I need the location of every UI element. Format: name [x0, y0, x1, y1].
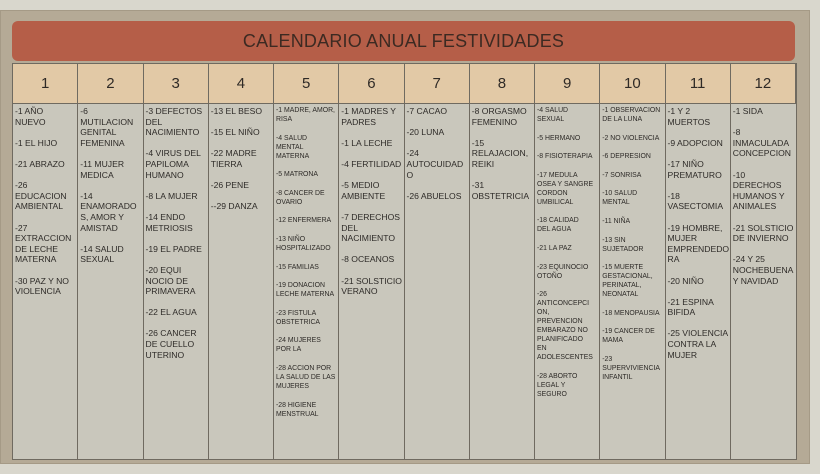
- month-column-7: [405, 104, 470, 459]
- festivity-item: -21 LA PAZ: [537, 244, 572, 252]
- festivity-item: -1 SIDA: [732, 106, 763, 116]
- festivity-item: -1 OBSERVACION DE LA LUNA: [602, 107, 661, 123]
- calendar-frame: [0, 10, 810, 464]
- festivity-item: -15 EL NIÑO: [210, 127, 260, 138]
- festivity-item: -1 LA LECHE: [341, 137, 393, 148]
- festivity-item: -26 PENE: [210, 180, 249, 191]
- month-column-1: [13, 104, 78, 459]
- festivity-item: -8 INMACULADA CONCEPCION: [732, 127, 792, 159]
- festivity-item: -24 Y 25 NOCHEBUENA Y NAVIDAD: [732, 254, 794, 286]
- festivity-item: -9 ADOPCION: [667, 137, 723, 148]
- month-column-2: [78, 104, 143, 459]
- festivity-item: -19 DONACION LECHE MATERNA: [276, 282, 335, 299]
- month-header-3: 3: [144, 64, 209, 104]
- festivity-item: -14 SALUD SEXUAL: [80, 243, 124, 265]
- festivity-item: -19 EL PADRE: [145, 243, 202, 254]
- festivity-item: -26 EDUCACION AMBIENTAL: [15, 180, 67, 212]
- festivity-item: -13 NIÑO HOSPITALIZADO: [276, 235, 331, 252]
- festivity-item: -26 CANCER DE CUELLO UTERINO: [145, 328, 197, 360]
- festivity-item: -21 SOLSTICIO DE INVIERNO: [732, 222, 794, 244]
- festivity-item: -18 MENOPAUSIA: [602, 309, 660, 317]
- festivity-item: -1 EL HIJO: [15, 137, 58, 148]
- festivity-item: -23 SUPERVIVIENCIA INFANTIL: [602, 355, 660, 381]
- month-header-5: 5: [274, 64, 339, 104]
- festivity-item: -4 VIRUS DEL PAPILOMA HUMANO: [145, 148, 201, 180]
- festivity-item: -14 ENAMORADO S, AMOR Y AMISTAD: [80, 190, 137, 233]
- festivity-item: -15 RELAJACION, REIKI: [471, 137, 529, 169]
- festivity-item: -7 CACAO: [406, 106, 448, 116]
- festivity-item: -30 PAZ Y NO VIOLENCIA: [15, 275, 69, 297]
- festivity-item: -13 SIN SUJETADOR: [602, 236, 644, 253]
- month-header-7: 7: [405, 64, 470, 104]
- festivity-item: -7 DERECHOS DEL NACIMIENTO: [341, 211, 400, 244]
- month-header-9: 9: [535, 64, 600, 104]
- festivity-item: -28 ABORTO LEGAL Y SEGURO: [537, 372, 578, 398]
- festivity-item: -1 Y 2 MUERTOS: [667, 106, 711, 127]
- festivity-item: -19 CANCER DE MAMA: [602, 328, 655, 345]
- festivity-item: -28 HIGIENE MENSTRUAL: [276, 401, 319, 418]
- festivity-item: -4 SALUD SEXUAL: [537, 107, 569, 123]
- festivity-item: -5 MEDIO AMBIENTE: [341, 180, 386, 201]
- festivity-item: -1 AÑO NUEVO: [15, 106, 46, 127]
- month-column-6: [339, 104, 404, 459]
- festivity-item: -4 SALUD MENTAL MATERNA: [276, 134, 310, 160]
- festivity-item: -26 ABUELOS: [406, 190, 462, 201]
- festivity-item: -21 ESPINA BIFIDA: [667, 296, 714, 318]
- festivity-item: -27 EXTRACCION DE LECHE MATERNA: [15, 222, 72, 265]
- month-header-11: 11: [666, 64, 731, 104]
- festivity-item: -5 MATRONA: [276, 171, 318, 179]
- festivity-item: -4 FERTILIDAD: [341, 158, 402, 169]
- festivity-item: -15 MUERTE GESTACIONAL, PERINATAL, NEONATAL: [602, 264, 653, 299]
- festivity-item: -3 DEFECTOS DEL NACIMIENTO: [145, 106, 203, 138]
- month-column-3: [144, 104, 209, 459]
- calendar-title: CALENDARIO ANUAL FESTIVIDADES: [12, 21, 795, 61]
- festivity-item: -20 LUNA: [406, 127, 445, 138]
- festivity-item: -21 ABRAZO: [15, 158, 65, 169]
- festivity-item: -26 ANTICONCEPCI ON, PREVENCION EMBARAZO NO PLANIFICADO EN ADOLESCENTES: [537, 291, 593, 362]
- month-header-1: 1: [13, 64, 78, 104]
- month-header-6: 6: [339, 64, 404, 104]
- month-header-2: 2: [78, 64, 143, 104]
- festivity-item: -23 EQUINOCIO OTOÑO: [537, 263, 589, 280]
- festivity-item: -19 HOMBRE, MUJER EMPRENDEDO RA: [667, 222, 730, 265]
- month-column-5: [274, 104, 339, 459]
- festivity-item: -24 AUTOCUIDAD O: [406, 148, 464, 180]
- month-header-8: 8: [470, 64, 535, 104]
- festivity-item: -22 MADRE TIERRA: [210, 148, 257, 169]
- festivity-item: -15 FAMILIAS: [276, 263, 319, 271]
- festivity-item: -17 NIÑO PREMATURO: [667, 158, 722, 180]
- month-header-10: 10: [600, 64, 665, 104]
- festivity-item: -23 FISTULA OBSTETRICA: [276, 309, 321, 326]
- festivity-item: -11 NIÑA: [602, 217, 631, 225]
- festivity-item: -18 CALIDAD DEL AGUA: [537, 217, 579, 234]
- festivity-item: -1 MADRE, AMOR, RISA: [276, 107, 335, 123]
- month-column-4: [209, 104, 274, 459]
- festivity-item: -17 MEDULA OSEA Y SANGRE CORDON UMBILICAL: [537, 171, 594, 206]
- month-column-8: [470, 104, 535, 459]
- festivity-item: -22 EL AGUA: [145, 307, 197, 318]
- festivity-item: -13 EL BESO: [210, 106, 263, 116]
- festivity-item: -25 VIOLENCIA CONTRA LA MUJER: [667, 328, 729, 360]
- festivity-item: -8 LA MUJER: [145, 190, 198, 201]
- festivity-item: -11 MUJER MEDICA: [80, 158, 125, 180]
- festivity-item: -8 OCEANOS: [341, 254, 395, 265]
- festivity-item: --29 DANZA: [210, 201, 258, 212]
- festivity-item: -20 NIÑO: [667, 275, 704, 286]
- festivity-item: -5 HERMANO: [537, 134, 581, 142]
- festivity-item: -10 DERECHOS HUMANOS Y ANIMALES: [732, 169, 785, 212]
- festivity-item: -1 MADRES Y PADRES: [341, 106, 397, 127]
- month-header-4: 4: [209, 64, 274, 104]
- month-header-12: 12: [731, 64, 796, 104]
- festivity-item: -20 EQUI NOCIO DE PRIMAVERA: [145, 264, 196, 297]
- month-column-10: [600, 104, 665, 459]
- festivity-item: -21 SOLSTICIO VERANO: [341, 275, 402, 297]
- month-column-12: [731, 104, 796, 459]
- festivity-item: -8 FISIOTERAPIA: [537, 153, 593, 161]
- festivity-item: -18 VASECTOMIA: [667, 190, 724, 212]
- festivity-item: -8 CANCER DE OVARIO: [276, 189, 325, 206]
- festivity-item: -24 MUJERES POR LA: [276, 337, 321, 354]
- festivity-item: -6 MUTILACION GENITAL FEMENINA: [80, 106, 134, 148]
- festivity-item: -12 ENFERMERA: [276, 217, 332, 225]
- festivity-item: -28 ACCION POR LA SALUD DE LAS MUJERES: [276, 364, 336, 390]
- month-column-9: [535, 104, 600, 459]
- festivity-item: -31 OBSTETRICIA: [471, 180, 530, 201]
- festivity-item: -14 ENDO METRIOSIS: [145, 211, 193, 233]
- month-column-11: [666, 104, 731, 459]
- festivity-item: -6 DEPRESION: [602, 153, 651, 161]
- festivity-item: -7 SONRISA: [602, 171, 642, 179]
- festivity-item: -2 NO VIOLENCIA: [602, 134, 660, 142]
- festivity-item: -10 SALUD MENTAL: [602, 190, 638, 207]
- calendar-table: [12, 63, 797, 460]
- festivity-item: -8 ORGASMO FEMENINO: [471, 106, 527, 127]
